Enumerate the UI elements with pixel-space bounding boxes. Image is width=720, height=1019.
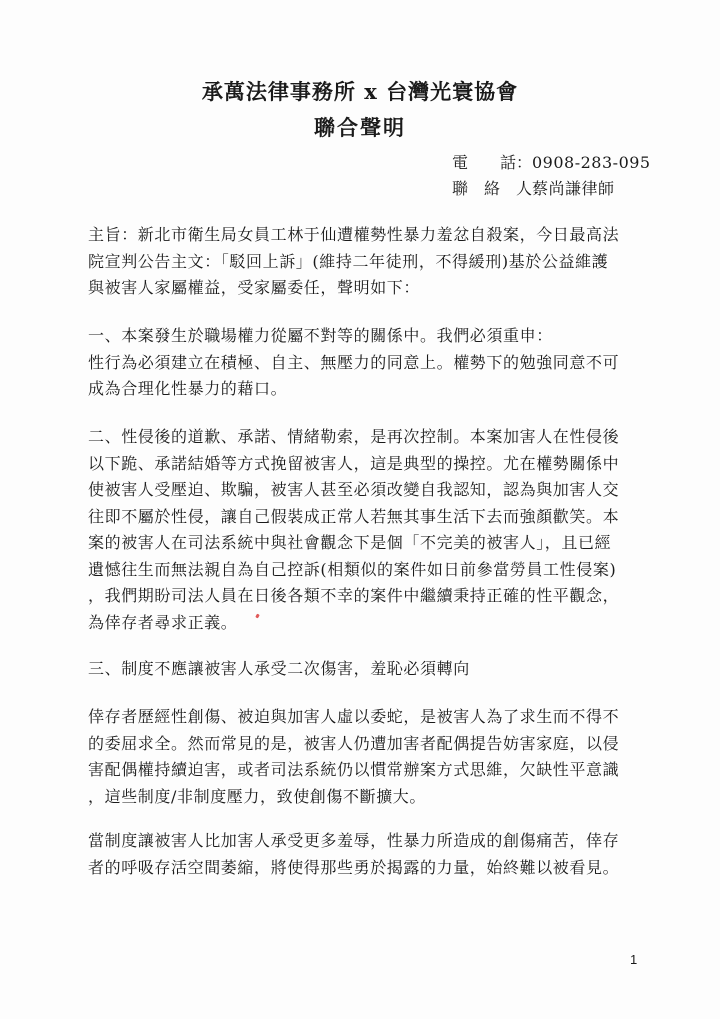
text-line: 者的呼吸存活空間萎縮，將使得那些勇於揭露的力量，始終難以被看見。: [88, 857, 620, 877]
text-line: 遺憾往生而無法親自為自己控訴(相類似的案件如日前參當勞員工性侵案): [88, 559, 617, 579]
text-line: 性行為必須建立在積極、自主、無壓力的同意上。權勢下的勉強同意不可: [88, 352, 620, 372]
document-subtitle: 聯合聲明: [314, 115, 406, 140]
text-line: 二、性侵後的道歉、承諾、情緒勒索，是再次控制。本案加害人在性侵後: [88, 427, 620, 446]
document-title: 承萬法律事務所 x 台灣光寰協會: [201, 79, 519, 104]
section-2: [88, 424, 648, 636]
contact-phone-value: 0908-283-095: [532, 153, 651, 172]
text-line: 成為合理化性暴力的藉口。: [88, 379, 288, 398]
contact-phone-label: 電 話：: [452, 153, 533, 172]
section-3-paragraph-2: [88, 828, 648, 881]
text-line: 為倖存者尋求正義。: [88, 612, 238, 632]
text-line: 主旨：新北市衛生局女員工林于仙遭權勢性暴力羞忿自殺案，今日最高法: [88, 225, 620, 244]
text-line: ，這些制度/非制度壓力，致使創傷不斷擴大。: [88, 786, 426, 806]
text-line: 當制度讓被害人比加害人承受更多羞辱，性暴力所造成的創傷痛苦，倖存: [88, 831, 620, 850]
text-line: 以下跪、承諾結婚等方式挽留被害人，這是典型的操控。尤在權勢關係中: [88, 453, 620, 473]
contact-person: [452, 176, 615, 199]
contact-person-value: 蔡尚謙律師: [532, 179, 615, 198]
page-number: 1: [630, 952, 638, 967]
text-line: 院宣判公告主文：「駁回上訴」(維持二年徒刑，不得緩刑)基於公益維護: [88, 251, 609, 271]
text-line: 與被害人家屬權益，受家屬委任，聲明如下：: [88, 278, 421, 297]
section-3-heading: [88, 656, 648, 683]
contact-person-label: 聯 絡 人：: [452, 179, 549, 198]
contact-phone: [452, 150, 651, 173]
text-line: 往即不屬於性侵，讓自己假裝成正常人若無其事生活下去而強顏歡笑。本: [88, 506, 620, 526]
text-line: ，我們期盼司法人員在日後各類不幸的案件中繼續秉持正確的性平觀念，: [88, 586, 620, 605]
section-1: [88, 323, 648, 403]
purpose-paragraph: [88, 222, 648, 302]
text-line: 案的被害人在司法系統中與社會觀念下是個「不完美的被害人」，且已經: [88, 533, 612, 552]
section-3-paragraph-1: [88, 704, 648, 810]
text-line: 害配偶權持續迫害，或者司法系統仍以慣常辦案方式思維，欠缺性平意識: [88, 760, 620, 779]
text-line: 倖存者歷經性創傷、被迫與加害人虛以委蛇，是被害人為了求生而不得不: [88, 707, 620, 726]
text-line: 三、制度不應讓被害人承受二次傷害，羞恥必須轉向: [88, 659, 470, 678]
text-line: 使被害人受壓迫、欺騙，被害人甚至必須改變自我認知，認為與加害人交: [88, 480, 620, 499]
text-line: 的委屈求全。然而常見的是，被害人仍遭加害者配偶提告妨害家庭，以侵: [88, 733, 620, 753]
text-line: 一、本案發生於職場權力從屬不對等的關係中。我們必須重申：: [88, 326, 553, 345]
